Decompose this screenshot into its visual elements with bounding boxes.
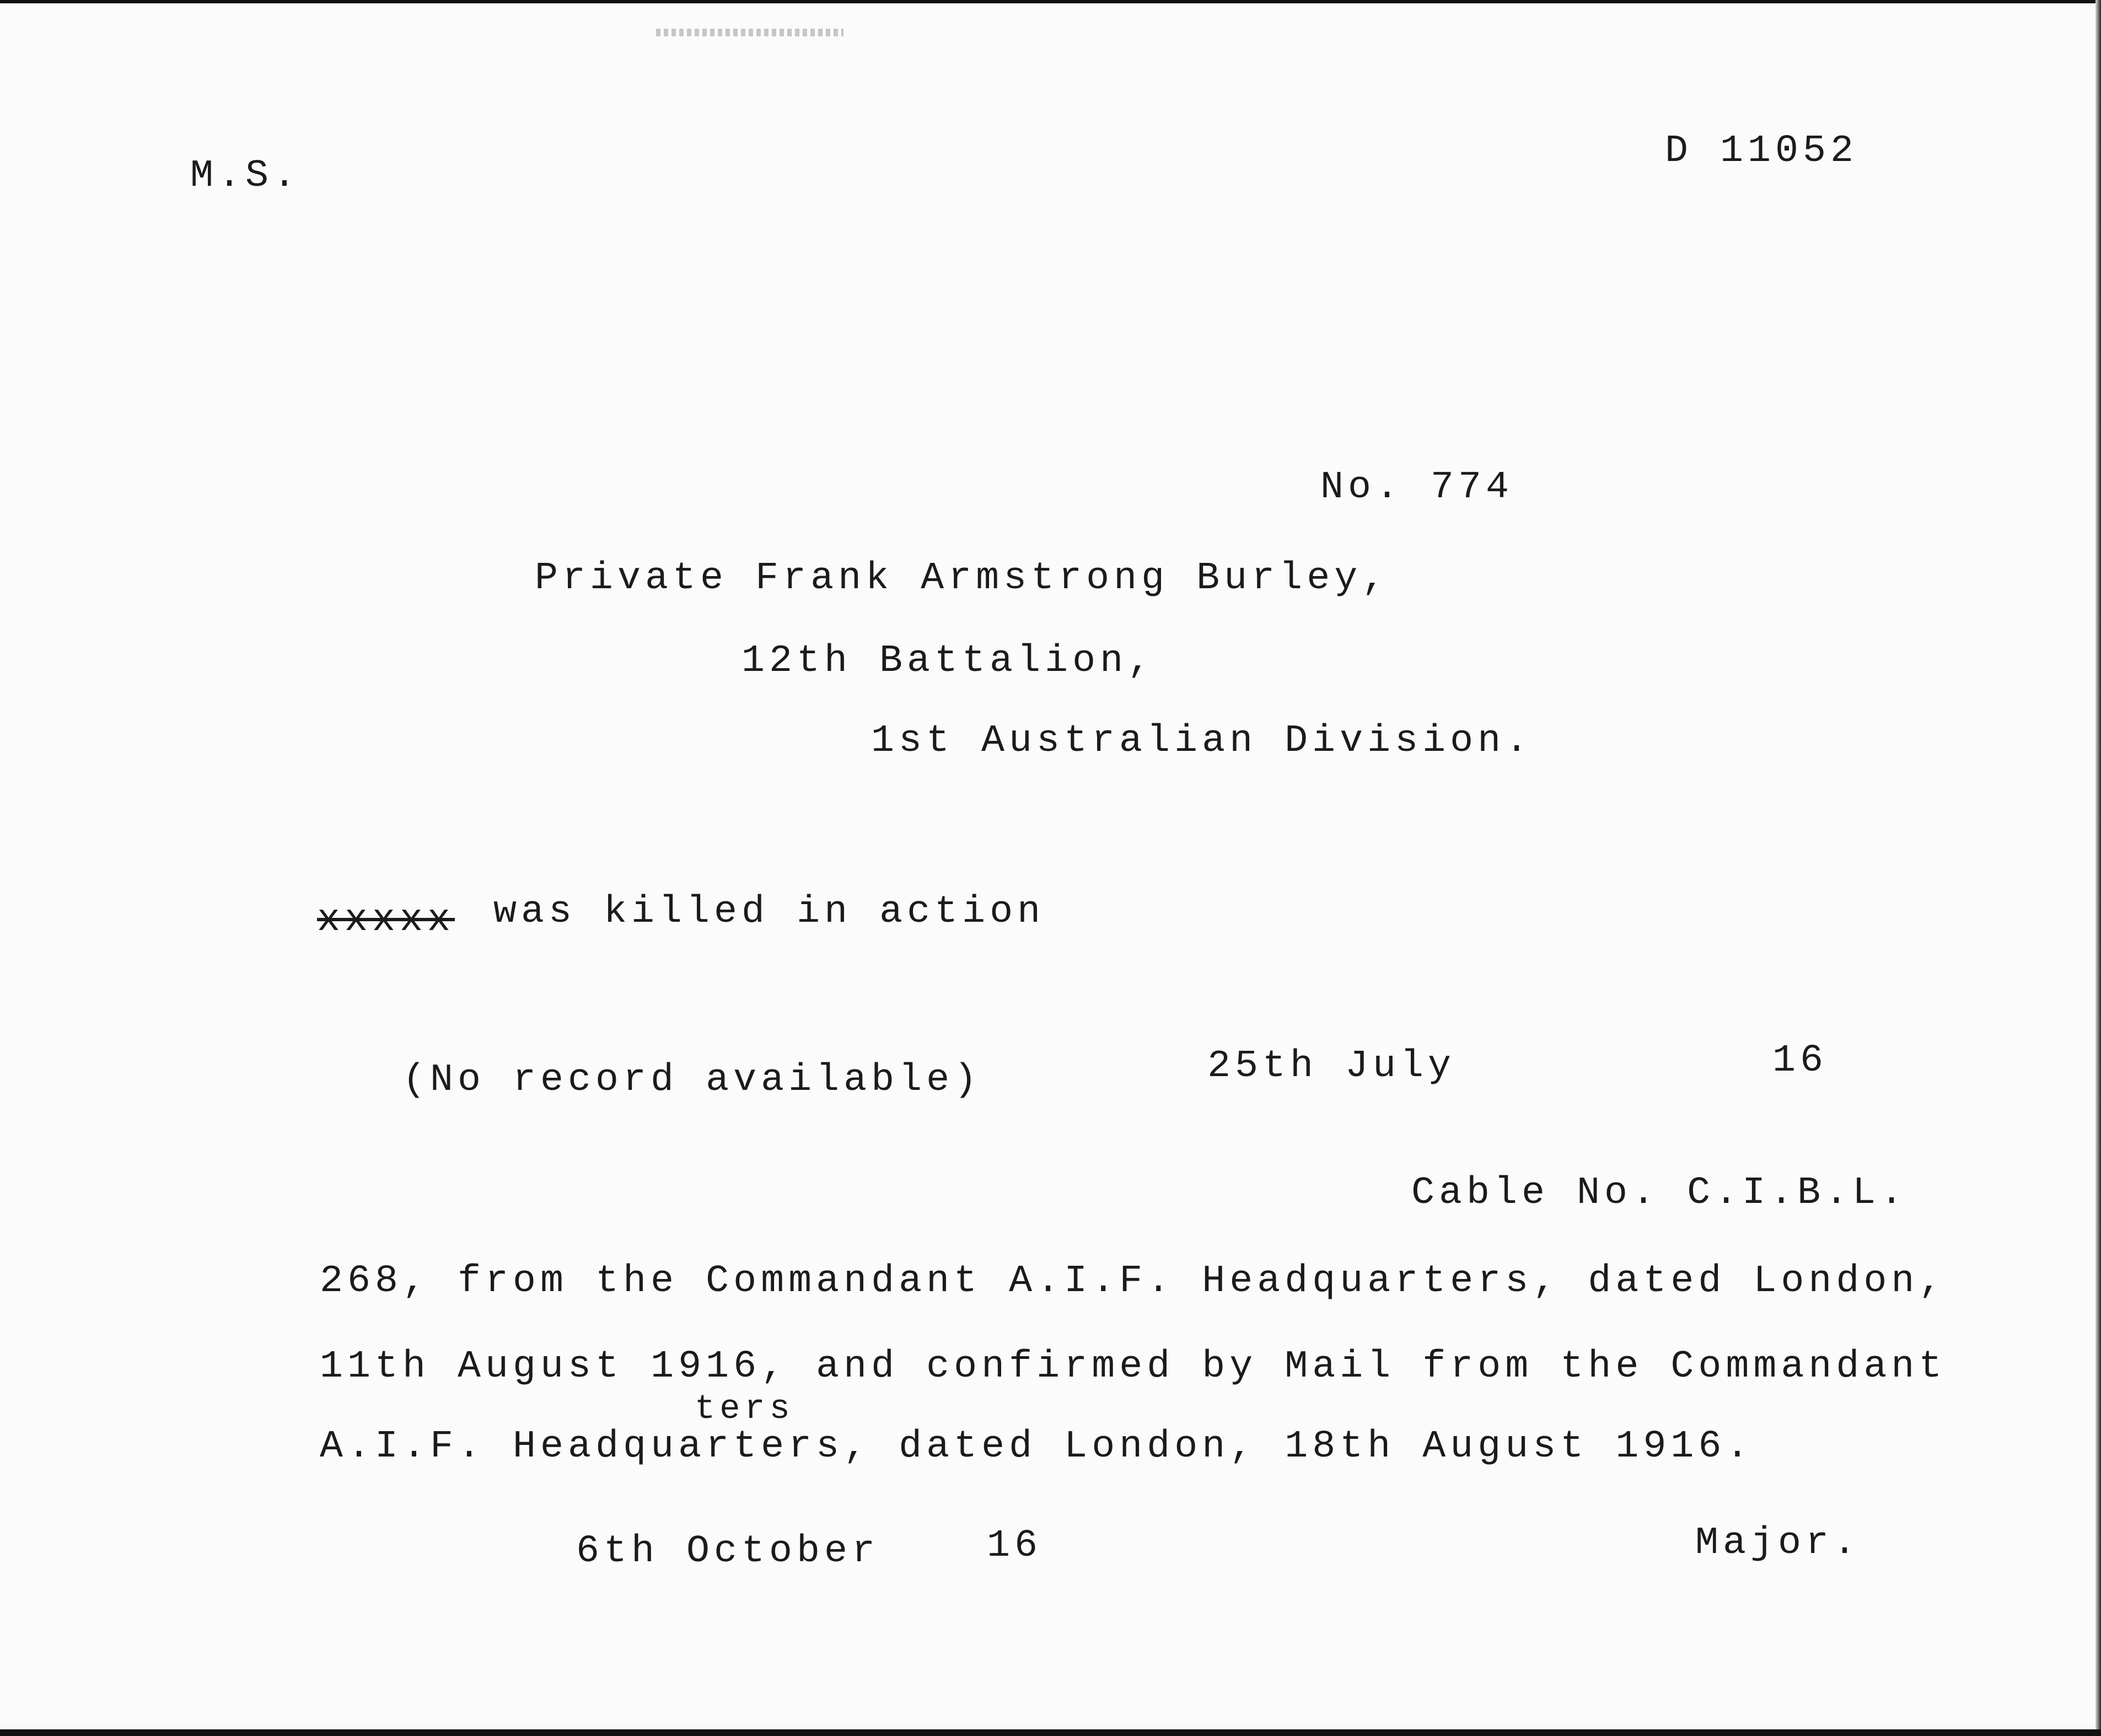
casualty-date: 25th July xyxy=(1207,1045,1456,1088)
report-date: 6th October xyxy=(576,1530,880,1573)
office-code: M.S. xyxy=(190,154,301,198)
ink-smudge xyxy=(656,29,843,36)
document-number: D 11052 xyxy=(1665,130,1858,173)
casualty-status: was killed in action xyxy=(493,890,1045,934)
source-line-3: A.I.F. Headquarters, dated London, 18th August 1916. xyxy=(320,1425,1754,1469)
service-number: No. 774 xyxy=(1320,466,1514,509)
typed-insertion: ters xyxy=(695,1389,794,1428)
signature-title: Major. xyxy=(1695,1522,1861,1565)
scan-edge-bottom xyxy=(0,1729,2101,1736)
cable-reference: Cable No. C.I.B.L. xyxy=(1411,1171,1908,1215)
battalion: 12th Battalion, xyxy=(741,639,1156,683)
record-note: (No record available) xyxy=(402,1058,982,1102)
source-line-2: 11th August 1916, and confirmed by Mail from the Commandant xyxy=(320,1345,1947,1389)
source-line-1: 268, from the Commandant A.I.F. Headquarters, dated London, xyxy=(320,1260,1947,1303)
casualty-year: 16 xyxy=(1772,1039,1828,1083)
scan-edge-right xyxy=(2095,0,2101,1736)
struck-out-text: xxxxx xyxy=(317,899,455,942)
report-year: 16 xyxy=(987,1524,1043,1568)
scan-edge-top xyxy=(0,0,2101,3)
soldier-name: Private Frank Armstrong Burley, xyxy=(535,557,1390,600)
division: 1st Australian Division. xyxy=(871,719,1533,763)
